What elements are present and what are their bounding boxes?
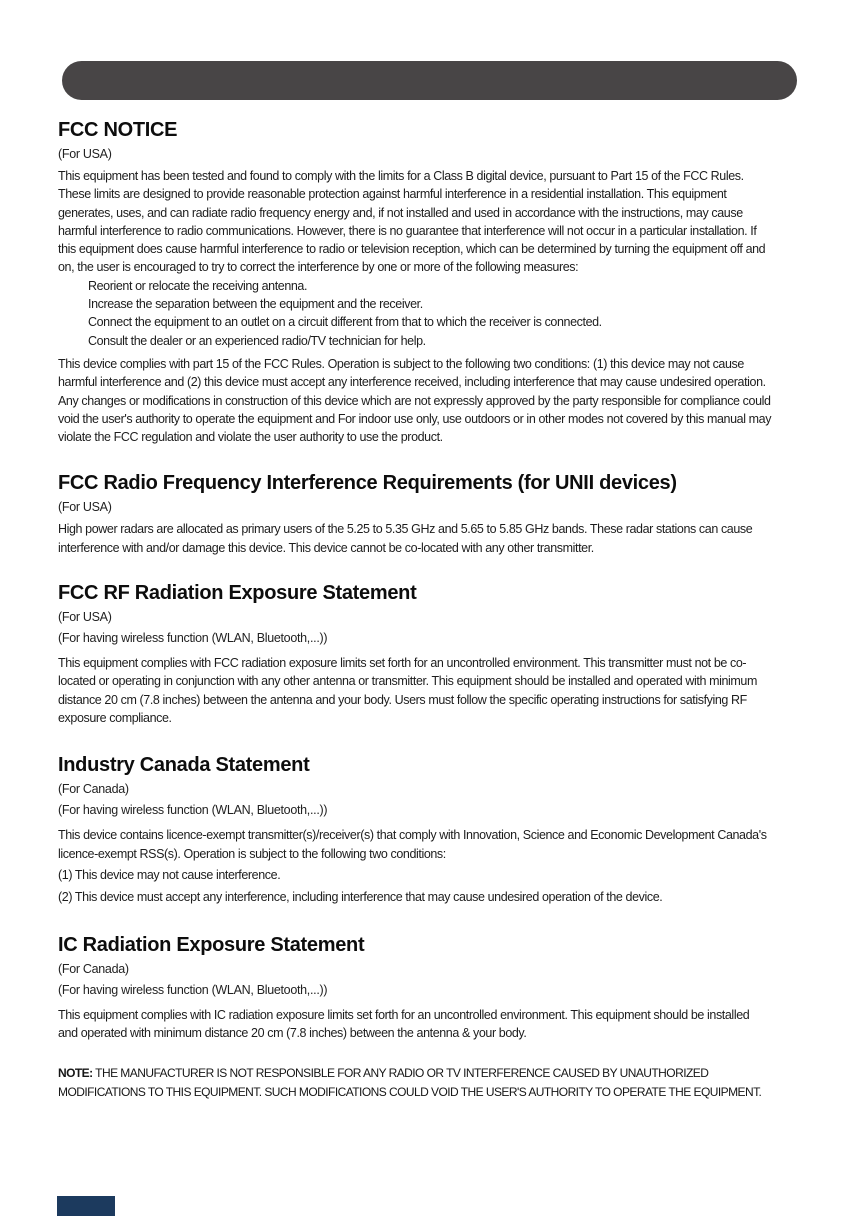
section-heading: Industry Canada Statement	[58, 754, 310, 777]
list-item: Connect the equipment to an outlet on a circuit different from that to which the receiver is connected.	[88, 315, 602, 330]
paragraph: This equipment complies with IC radiation exposure limits set forth for an uncontrolled environment. This equipment should be installed and operated with minimum distance 20 cm (7.8 inches) between the antenna & your body.	[58, 1007, 750, 1041]
section-fcc-rf-interference	[58, 471, 772, 557]
region-note: (For USA)	[58, 610, 112, 625]
wireless-note: (For having wireless function (WLAN, Bluetooth,...))	[58, 631, 328, 646]
page-header-bar	[62, 61, 797, 100]
list-item: Consult the dealer or an experienced radio/TV technician for help.	[88, 333, 426, 348]
region-note: (For USA)	[58, 147, 112, 161]
section-heading: FCC NOTICE	[58, 119, 178, 141]
section-heading: FCC RF Radiation Exposure Statement	[58, 582, 417, 605]
section-ic-radiation	[58, 933, 772, 1043]
paragraph: This device complies with part 15 of the FCC Rules. Operation is subject to the following two conditions: (1) this device may not cause harmful interference and (2) this device must accept any interference received, including interference that may cause undesired operation. Any changes or modifications in construction of this device which are not expressly approved by the party responsible for compliance could void the user's authority to operate the equipment and For indoor use only, use outdoors or in other modes not covered by this manual may violate the FCC regulation and violate the user authority to use the product.	[58, 356, 772, 445]
measures-list	[58, 277, 772, 350]
region-note: (For USA)	[58, 500, 112, 515]
section-fcc-rf-exposure	[58, 581, 772, 727]
paragraph: High power radars are allocated as primary users of the 5.25 to 5.35 GHz and 5.65 to 5.85 GHz bands. These radar stations can cause interference with and/or damage this device. This device cannot be co-located with any other transmitter.	[58, 522, 753, 555]
section-heading: IC Radiation Exposure Statement	[58, 933, 365, 956]
document-content	[58, 118, 772, 1101]
note-label: NOTE:	[58, 1066, 93, 1081]
footer-page-tab	[57, 1196, 115, 1216]
list-item: Reorient or relocate the receiving antenna.	[88, 278, 308, 293]
condition-item: (2) This device must accept any interference, including interference that may cause undesired operation of the device.	[58, 889, 663, 904]
list-item: Increase the separation between the equipment and the receiver.	[88, 297, 423, 312]
wireless-note: (For having wireless function (WLAN, Bluetooth,...))	[58, 982, 328, 997]
region-note: (For Canada)	[58, 961, 129, 976]
section-fcc-notice	[58, 118, 772, 446]
wireless-note: (For having wireless function (WLAN, Bluetooth,...))	[58, 803, 328, 818]
section-industry-canada	[58, 753, 772, 906]
region-note: (For Canada)	[58, 782, 129, 797]
paragraph: This device contains licence-exempt transmitter(s)/receiver(s) that comply with Innovation, Science and Economic Development Canada's licence-exempt RSS(s). Operation is subject to the following two conditions:	[58, 828, 767, 861]
paragraph: This equipment complies with FCC radiation exposure limits set forth for an uncontrolled environment. This transmitter must not be co-located or operating in conjunction with any other antenna or transmitter. This equipment should be installed and operated with minimum distance 20 cm (7.8 inches) between the antenna and your body. Users must follow the specific operating instructions for satisfying RF exposure compliance.	[58, 656, 757, 725]
manufacturer-note	[58, 1064, 772, 1101]
paragraph: This equipment has been tested and found to comply with the limits for a Class B digital device, pursuant to Part 15 of the FCC Rules. These limits are designed to provide reasonable protection against harmful interference in a residential installation. This equipment generates, uses, and can radiate radio frequency energy and, if not installed and used in accordance with the instructions, may cause harmful interference to radio communications. However, there is no guarantee that interference will not occur in a particular installation. If this equipment does cause harmful interference to radio or television reception, which can be determined by turning the equipment off and on, the user is encouraged to try to correct the interference by one or more of the following measures:	[58, 169, 766, 275]
section-heading: FCC Radio Frequency Interference Requirements (for UNII devices)	[58, 472, 677, 495]
condition-item: (1) This device may not cause interference.	[58, 868, 281, 883]
note-text: THE MANUFACTURER IS NOT RESPONSIBLE FOR ANY RADIO OR TV INTERFERENCE CAUSED BY UNAUTHORIZED MODIFICATIONS TO THIS EQUIPMENT. SUCH MODIFICATIONS COULD VOID THE USER'S AUTHORITY TO OPERATE THE EQUIPMENT.	[58, 1066, 762, 1099]
